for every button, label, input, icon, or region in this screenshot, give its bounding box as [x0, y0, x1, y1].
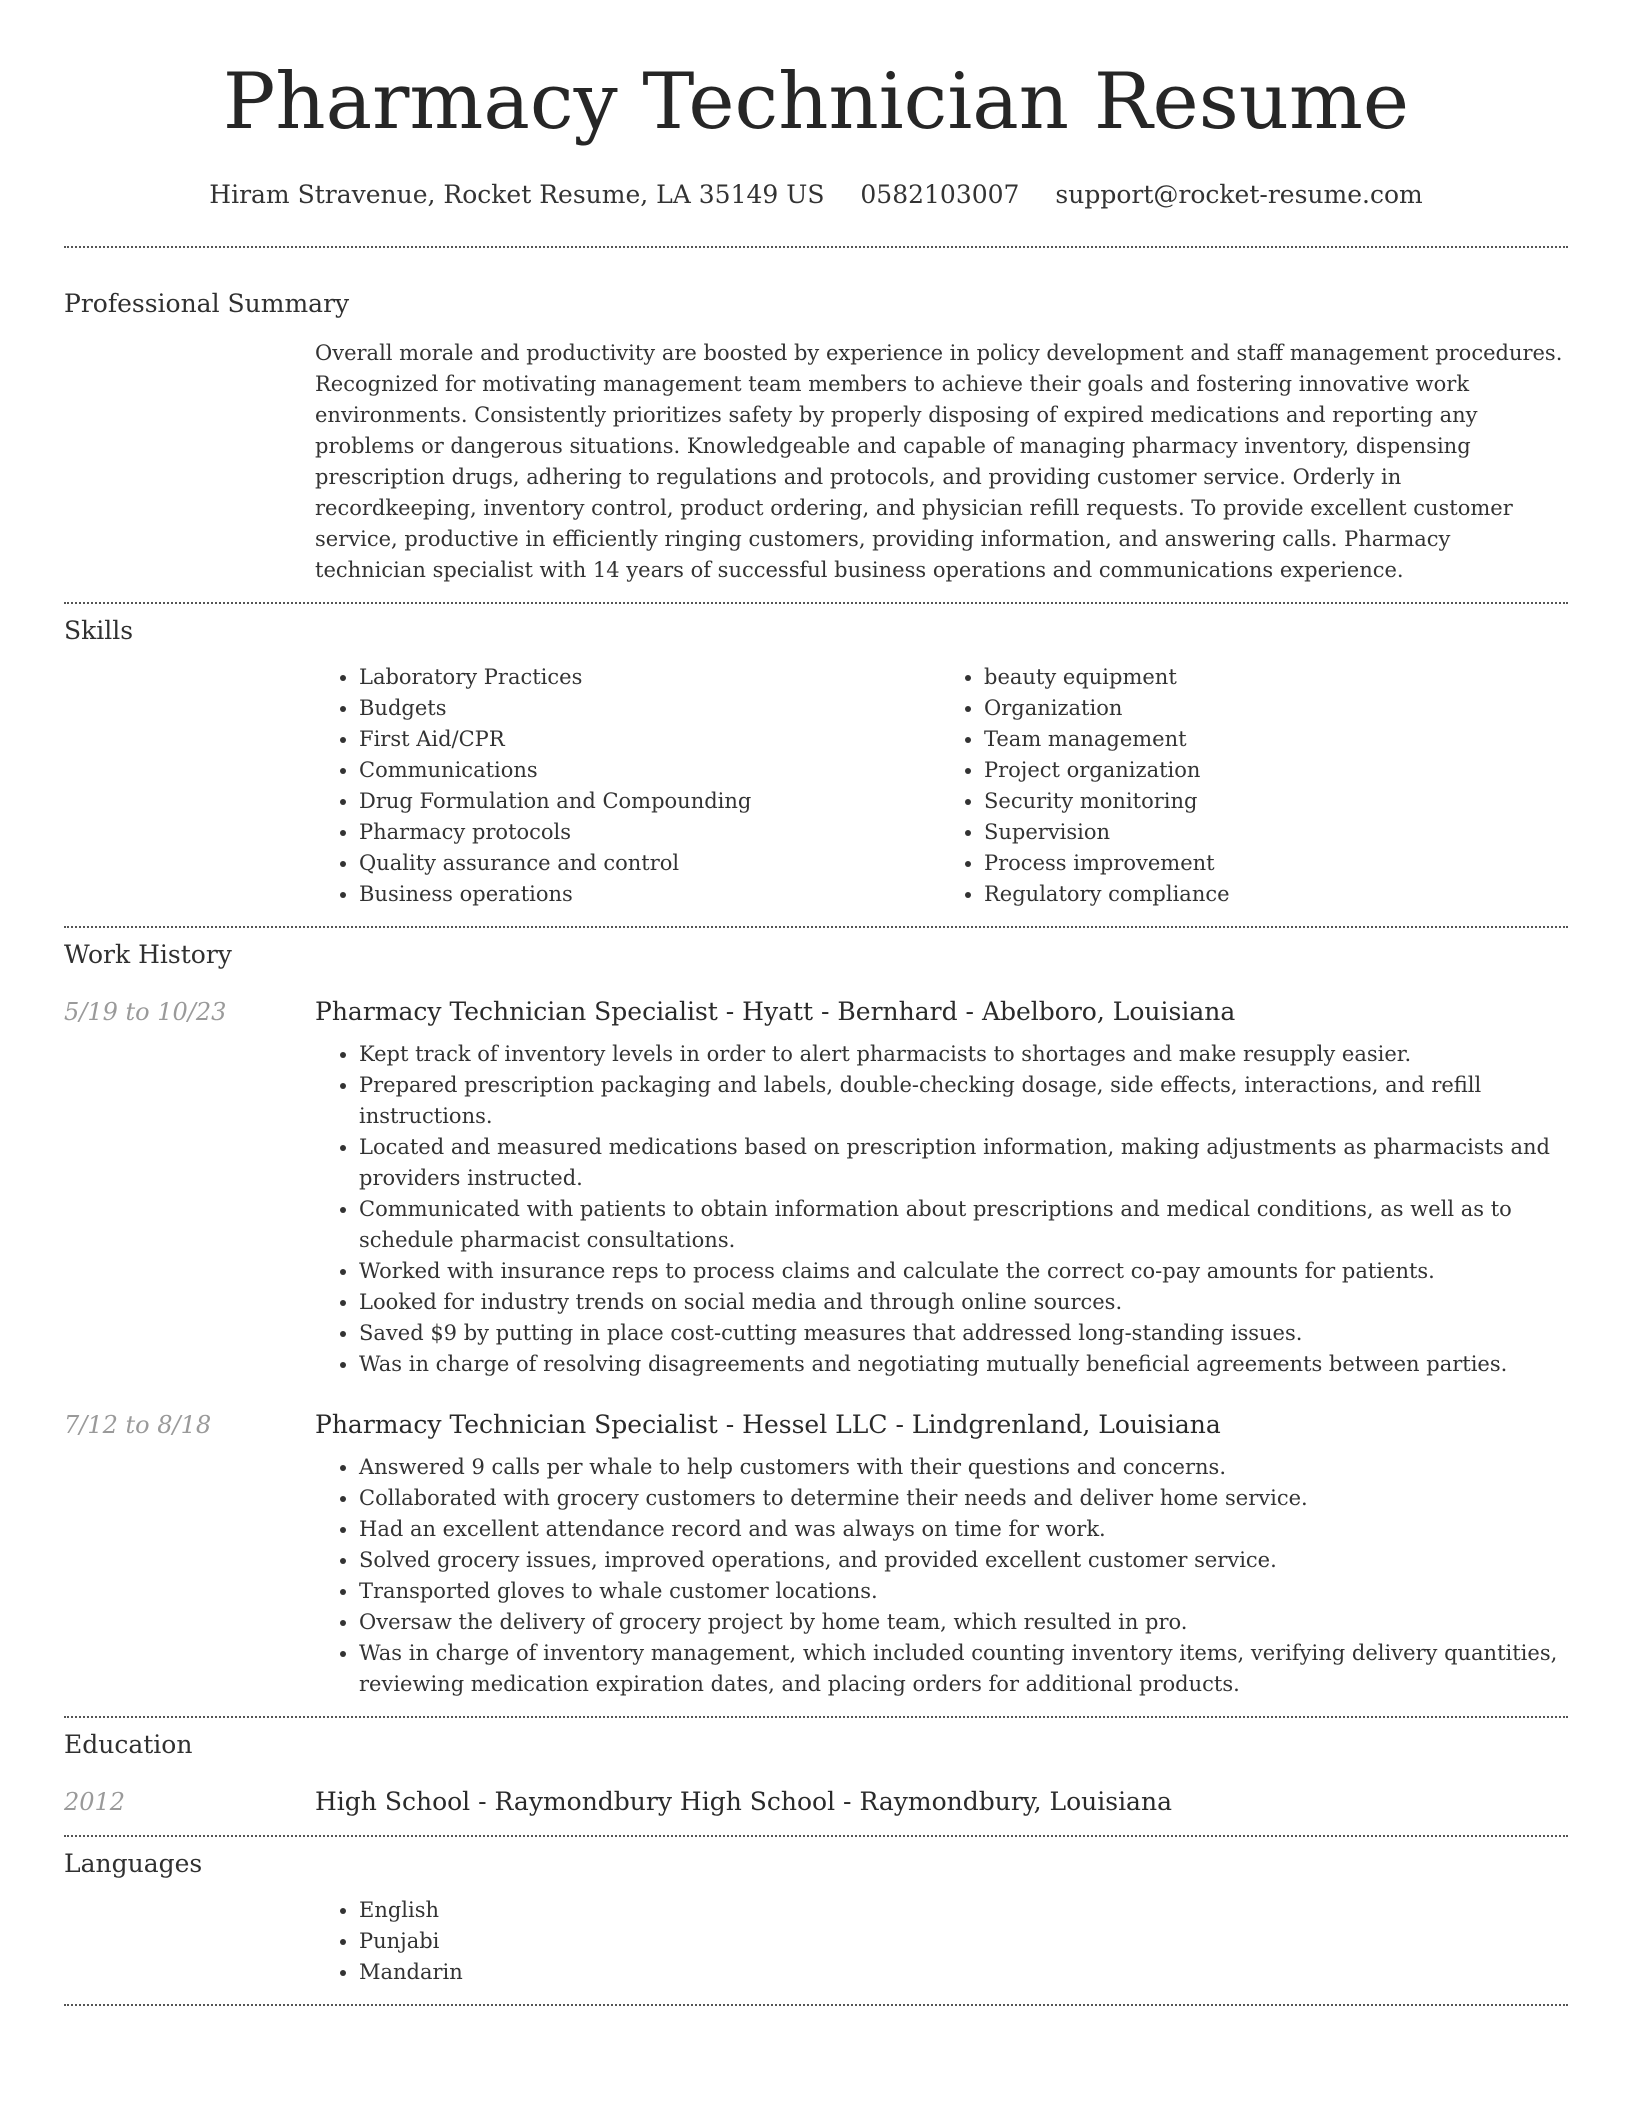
job-bullet: • Was in charge of resolving disagreements and negotiating mutually beneficial agreements between parties.	[359, 1349, 1569, 1380]
job-bullet: • Looked for industry trends on social media and through online sources.	[359, 1287, 1569, 1318]
skill-item: • Laboratory Practices	[359, 662, 940, 693]
resume-title: Pharmacy Technician Resume	[222, 57, 1410, 147]
job-title: Pharmacy Technician Specialist - Hessel LLC - Lindgrenland, Louisiana	[315, 1410, 1221, 1439]
job-bullet: • Had an excellent attendance record and was always on time for work.	[359, 1514, 1569, 1545]
job-bullet: • Saved $9 by putting in place cost-cutting measures that addressed long-standing issues.	[359, 1318, 1569, 1349]
education-entry	[0, 1785, 1632, 1819]
job-bullet: • Located and measured medications based on prescription information, making adjustments as pharmacists and providers instructed.	[359, 1132, 1569, 1194]
skill-item: • Team management	[984, 724, 1565, 755]
divider	[64, 1716, 1568, 1718]
skill-item: • First Aid/CPR	[359, 724, 940, 755]
language-item: • English	[359, 1895, 1565, 1926]
skill-item: • Quality assurance and control	[359, 848, 940, 879]
job-date: 7/12 to 8/18	[64, 1411, 212, 1439]
contact-line	[0, 178, 1632, 212]
skill-item: • Budgets	[359, 693, 940, 724]
skill-item: • Project organization	[984, 755, 1565, 786]
divider	[64, 246, 1568, 248]
skills-heading: Skills	[64, 616, 134, 645]
divider	[64, 602, 1568, 604]
job-bullet: • Solved grocery issues, improved operations, and provided excellent customer service.	[359, 1545, 1569, 1576]
job-bullets	[315, 1452, 1569, 1700]
skill-item: • Supervision	[984, 817, 1565, 848]
education-heading: Education	[64, 1730, 193, 1759]
job-bullet: • Communicated with patients to obtain information about prescriptions and medical conditions, as well as to schedule pharmacist consultations.	[359, 1194, 1569, 1256]
contact-email: support@rocket-resume.com	[1055, 180, 1423, 209]
divider	[64, 926, 1568, 928]
education-date: 2012	[64, 1788, 126, 1816]
job-title: Pharmacy Technician Specialist - Hyatt - Bernhard - Abelboro, Louisiana	[315, 997, 1236, 1026]
languages-bullets	[315, 1895, 1565, 1988]
skill-item: • Security monitoring	[984, 786, 1565, 817]
divider	[64, 1835, 1568, 1837]
skills-column-right	[940, 662, 1565, 910]
job-date: 5/19 to 10/23	[64, 998, 227, 1026]
job-entry	[0, 995, 1632, 1380]
languages-heading: Languages	[64, 1849, 203, 1878]
job-bullets	[315, 1039, 1569, 1380]
summary-heading: Professional Summary	[64, 289, 350, 318]
contact-address: Hiram Stravenue, Rocket Resume, LA 35149 US	[209, 180, 825, 209]
job-bullet: • Kept track of inventory levels in order to alert pharmacists to shortages and make resupply easier.	[359, 1039, 1569, 1070]
language-item: • Punjabi	[359, 1926, 1565, 1957]
summary-text: Overall morale and productivity are boosted by experience in policy development and staff management procedures. Recognized for motivating management team members to achieve their goals and fostering innovative work environments. Consistently prioritizes safety by properly disposing of expired medications and reporting any problems or dangerous situations. Knowledgeable and capable of managing pharmacy inventory, dispensing prescription drugs, adhering to regulations and protocols, and providing customer service. Orderly in recordkeeping, inventory control, product ordering, and physician refill requests. To provide excellent customer service, productive in efficiently ringing customers, providing information, and answering calls. Pharmacy technician specialist with 14 years of successful business operations and communications experience.	[315, 341, 1563, 582]
work-heading: Work History	[64, 940, 232, 969]
language-item: • Mandarin	[359, 1957, 1565, 1988]
skill-item: • Communications	[359, 755, 940, 786]
languages-list	[315, 1895, 1565, 1988]
job-bullet: • Worked with insurance reps to process claims and calculate the correct co-pay amounts for patients.	[359, 1256, 1569, 1287]
skill-item: • Business operations	[359, 879, 940, 910]
job-bullet: • Transported gloves to whale customer locations.	[359, 1576, 1569, 1607]
job-bullet: • Collaborated with grocery customers to determine their needs and deliver home service.	[359, 1483, 1569, 1514]
skills-list	[315, 662, 1565, 910]
skills-column-left	[315, 662, 940, 910]
skill-item: • beauty equipment	[984, 662, 1565, 693]
skill-item: • Regulatory compliance	[984, 879, 1565, 910]
job-entry	[0, 1408, 1632, 1700]
job-bullet: • Answered 9 calls per whale to help customers with their questions and concerns.	[359, 1452, 1569, 1483]
job-bullet: • Was in charge of inventory management, which included counting inventory items, verifying delivery quantities, reviewing medication expiration dates, and placing orders for additional products.	[359, 1638, 1569, 1700]
divider	[64, 2004, 1568, 2006]
skill-item: • Process improvement	[984, 848, 1565, 879]
contact-phone: 0582103007	[860, 180, 1020, 209]
skill-item: • Pharmacy protocols	[359, 817, 940, 848]
skill-item: • Drug Formulation and Compounding	[359, 786, 940, 817]
job-bullet: • Oversaw the delivery of grocery project by home team, which resulted in pro.	[359, 1607, 1569, 1638]
education-title: High School - Raymondbury High School - Raymondbury, Louisiana	[315, 1787, 1172, 1816]
job-bullet: • Prepared prescription packaging and labels, double-checking dosage, side effects, interactions, and refill instructions.	[359, 1070, 1569, 1132]
skill-item: • Organization	[984, 693, 1565, 724]
